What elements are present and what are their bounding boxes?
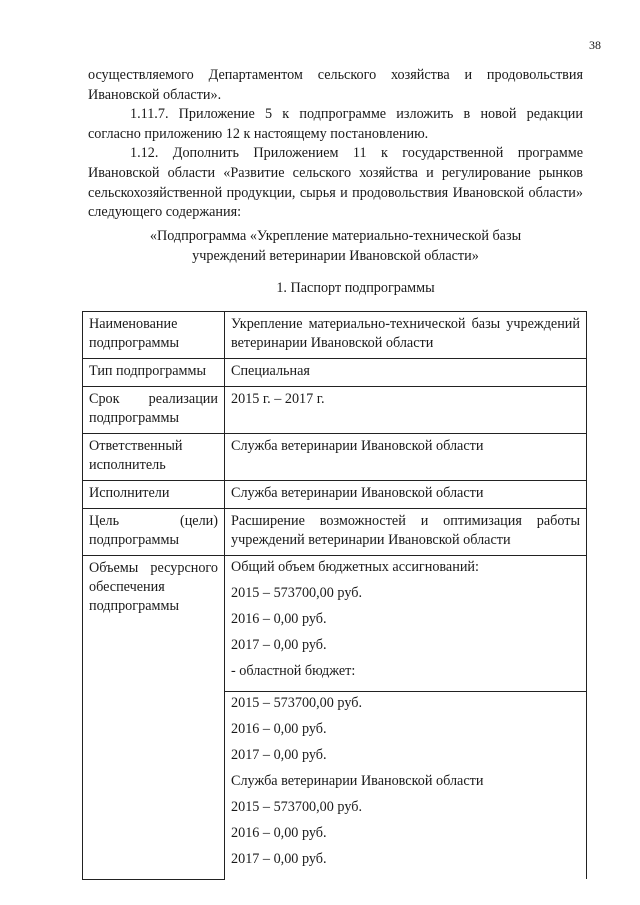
resources-line: 2015 – 573700,00 руб. bbox=[231, 799, 362, 815]
row-value: Расширение возможностей и оптимизация работы учреждений ветеринарии Ивановской области bbox=[225, 509, 587, 556]
table-row bbox=[83, 556, 587, 692]
table-row bbox=[83, 434, 587, 481]
row-label: Цель (цели) подпрограммы bbox=[83, 509, 225, 556]
resources-block-2 bbox=[225, 692, 587, 880]
row-label: Наименование подпрограммы bbox=[83, 312, 225, 359]
passport-heading bbox=[88, 278, 583, 298]
body-text bbox=[88, 66, 583, 223]
resources-line: 2016 – 0,00 руб. bbox=[231, 721, 327, 737]
passport-heading-text: 1. Паспорт подпрограммы bbox=[276, 280, 435, 296]
resources-label: Объемы ресурсного обеспечения подпрограммы bbox=[83, 556, 225, 880]
resources-line: 2017 – 0,00 руб. bbox=[231, 637, 327, 653]
resources-line: 2017 – 0,00 руб. bbox=[231, 747, 327, 763]
resources-line: 2016 – 0,00 руб. bbox=[231, 611, 327, 627]
resources-line: Общий объем бюджетных ассигнований: bbox=[231, 559, 479, 575]
subprogram-title-line-2: учреждений ветеринарии Ивановской области» bbox=[192, 248, 479, 264]
resources-line: 2016 – 0,00 руб. bbox=[231, 825, 327, 841]
subprogram-title bbox=[88, 226, 583, 266]
resources-line: 2017 – 0,00 руб. bbox=[231, 851, 327, 867]
resources-block-1 bbox=[225, 556, 587, 692]
resources-line: 2015 – 573700,00 руб. bbox=[231, 585, 362, 601]
row-value: 2015 г. – 2017 г. bbox=[225, 387, 587, 434]
paragraph-continuation: осуществляемого Департаментом сельского хозяйства и продовольствия Ивановской области». bbox=[88, 67, 583, 103]
table-row bbox=[83, 359, 587, 387]
row-value: Укрепление материально-технической базы учреждений ветеринарии Ивановской области bbox=[225, 312, 587, 359]
row-label: Исполнители bbox=[83, 481, 225, 509]
table-row bbox=[83, 387, 587, 434]
subprogram-title-line-1: «Подпрограмма «Укрепление материально-технической базы bbox=[149, 228, 522, 244]
row-value: Специальная bbox=[225, 359, 587, 387]
paragraph-1-11-7: 1.11.7. Приложение 5 к подпрограмме изложить в новой редакции согласно приложению 12 к настоящему постановлению. bbox=[88, 106, 583, 142]
table-row bbox=[83, 509, 587, 556]
row-value: Служба ветеринарии Ивановской области bbox=[225, 434, 587, 481]
resources-line: - областной бюджет: bbox=[231, 663, 356, 679]
row-label: Срок реализации подпрограммы bbox=[83, 387, 225, 434]
resources-line: 2015 – 573700,00 руб. bbox=[231, 695, 362, 711]
table-row bbox=[83, 481, 587, 509]
resources-line: Служба ветеринарии Ивановской области bbox=[231, 773, 484, 789]
paragraph-1-12: 1.12. Дополнить Приложением 11 к государственной программе Ивановской области «Развитие сельского хозяйства и регулирование рынков сельскохозяйственной продукции, сырья и продовольствия Ивановской области» следующего содержания: bbox=[88, 145, 583, 221]
row-label: Тип подпрограммы bbox=[83, 359, 225, 387]
table-row bbox=[83, 312, 587, 359]
row-label: Ответственный исполнитель bbox=[83, 434, 225, 481]
page-number: 38 bbox=[589, 38, 601, 52]
passport-table bbox=[82, 311, 587, 880]
row-value: Служба ветеринарии Ивановской области bbox=[225, 481, 587, 509]
